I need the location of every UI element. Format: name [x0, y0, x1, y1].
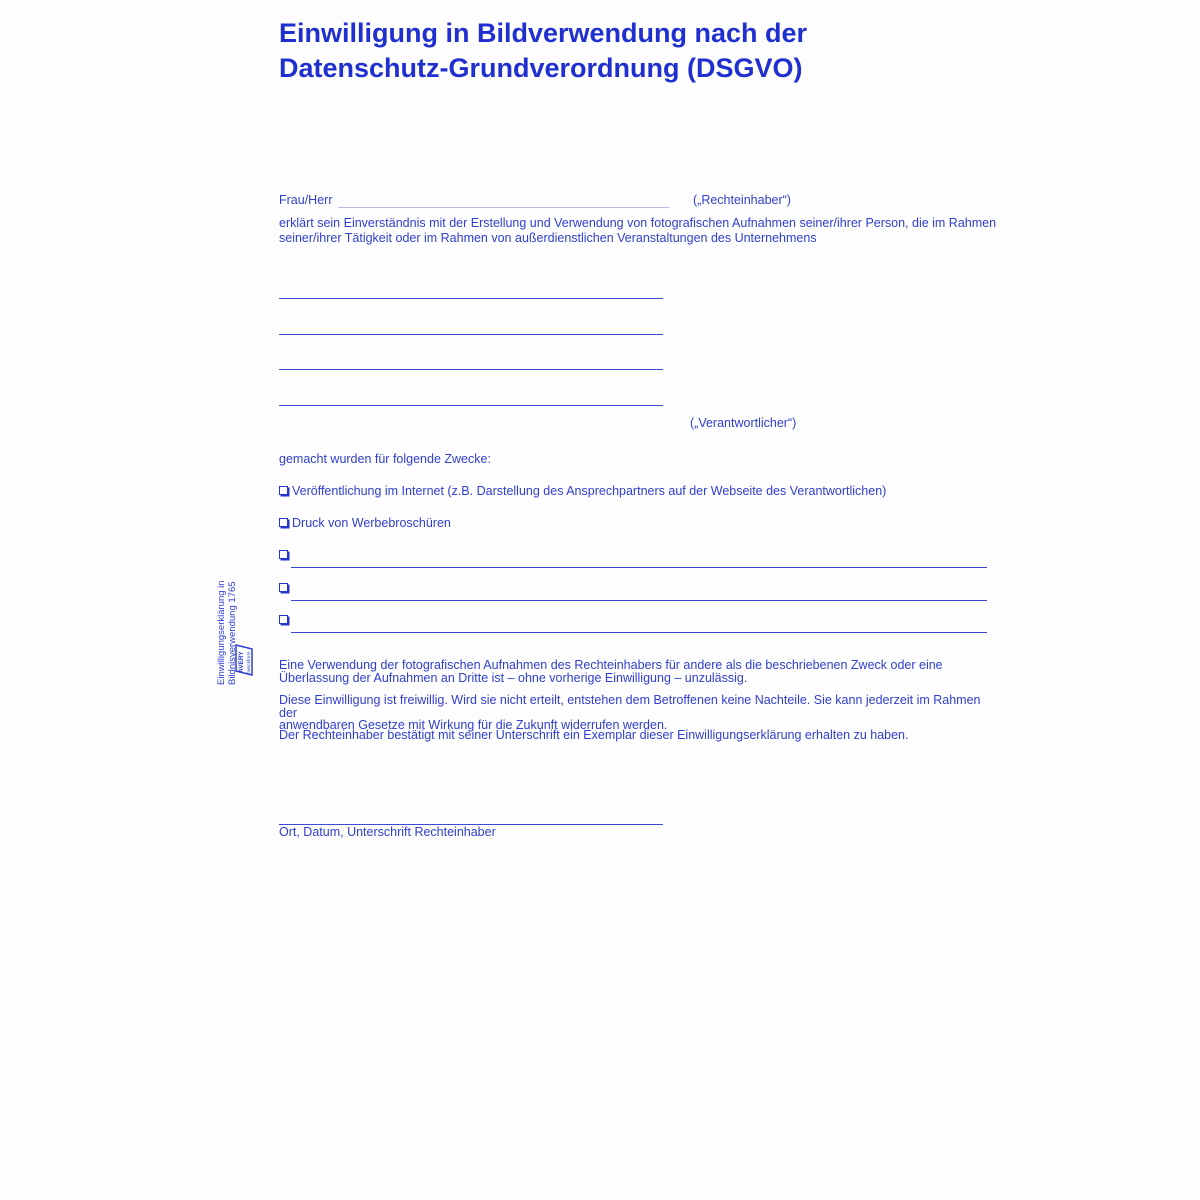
purpose-custom-line-2[interactable]	[291, 600, 987, 601]
avery-zweckform-logo-icon	[232, 643, 256, 677]
voluntary-paragraph	[279, 694, 999, 732]
verantwortlicher-label: („Verantwortlicher“)	[690, 416, 797, 430]
svg-text:Zweckform: Zweckform	[247, 651, 252, 675]
svg-text:AVERY: AVERY	[238, 651, 245, 673]
verantwortlicher-line-3[interactable]	[279, 369, 663, 370]
side-line-1: Einwilligungserklärung in	[216, 580, 227, 685]
purpose-custom-line-1[interactable]	[291, 567, 987, 568]
intro-line-2: seiner/ihrer Tätigkeit oder im Rahmen von außerdienstlichen Veranstaltungen des Unternehmens	[279, 231, 817, 245]
checkbox-icon[interactable]	[279, 518, 288, 527]
intro-line-1: erklärt sein Einverständnis mit der Erstellung und Verwendung von fotografischen Aufnahmen seiner/ihrer Person, die im Rahmen	[279, 216, 997, 230]
para2-line-2: anwendbaren Gesetze mit Wirkung für die Zukunft widerrufen werden.	[279, 718, 668, 732]
para1-line-2: Überlassung der Aufnahmen an Dritte ist – ohne vorherige Einwilligung – unzulässig.	[279, 670, 748, 685]
checkbox-icon[interactable]	[279, 486, 288, 495]
rechteinhaber-label: („Rechteinhaber“)	[693, 193, 791, 207]
title-line-1: Einwilligung in Bildverwendung nach der	[279, 18, 808, 48]
signature-label: Ort, Datum, Unterschrift Rechteinhaber	[279, 825, 496, 839]
purpose-item-brochures[interactable]	[279, 516, 451, 531]
name-input-line[interactable]	[338, 207, 669, 208]
purpose-label: Druck von Werbebroschüren	[292, 516, 451, 530]
purposes-intro: gemacht wurden für folgende Zwecke:	[279, 452, 491, 466]
purpose-item-internet[interactable]	[279, 484, 886, 499]
verantwortlicher-line-4[interactable]	[279, 405, 663, 406]
title-line-2: Datenschutz-Grundverordnung (DSGVO)	[279, 53, 803, 83]
frau-herr-label: Frau/Herr	[279, 193, 333, 207]
usage-restriction-paragraph	[279, 659, 999, 684]
document-title	[279, 16, 807, 86]
purpose-label: Veröffentlichung im Internet (z.B. Darstellung des Ansprechpartners auf der Webseite des Verantwortlichen)	[292, 484, 887, 498]
verantwortlicher-line-2[interactable]	[279, 334, 663, 335]
verantwortlicher-line-1[interactable]	[279, 298, 663, 299]
para2-line-1: Diese Einwilligung ist freiwillig. Wird sie nicht erteilt, entstehen dem Betroffenen keine Nachteile. Sie kann jederzeit im Rahmen der	[279, 693, 981, 720]
side-line-2: Bildnisverwendung 1765	[227, 581, 238, 685]
para1-line-1: Eine Verwendung der fotografischen Aufnahmen des Rechteinhabers für andere als die beschriebenen Zweck oder eine	[279, 658, 943, 672]
purpose-custom-line-3[interactable]	[291, 632, 987, 633]
copy-confirmation-paragraph: Der Rechteinhaber bestätigt mit seiner Unterschrift ein Exemplar dieser Einwilligungserklärung erhalten zu haben.	[279, 728, 909, 742]
